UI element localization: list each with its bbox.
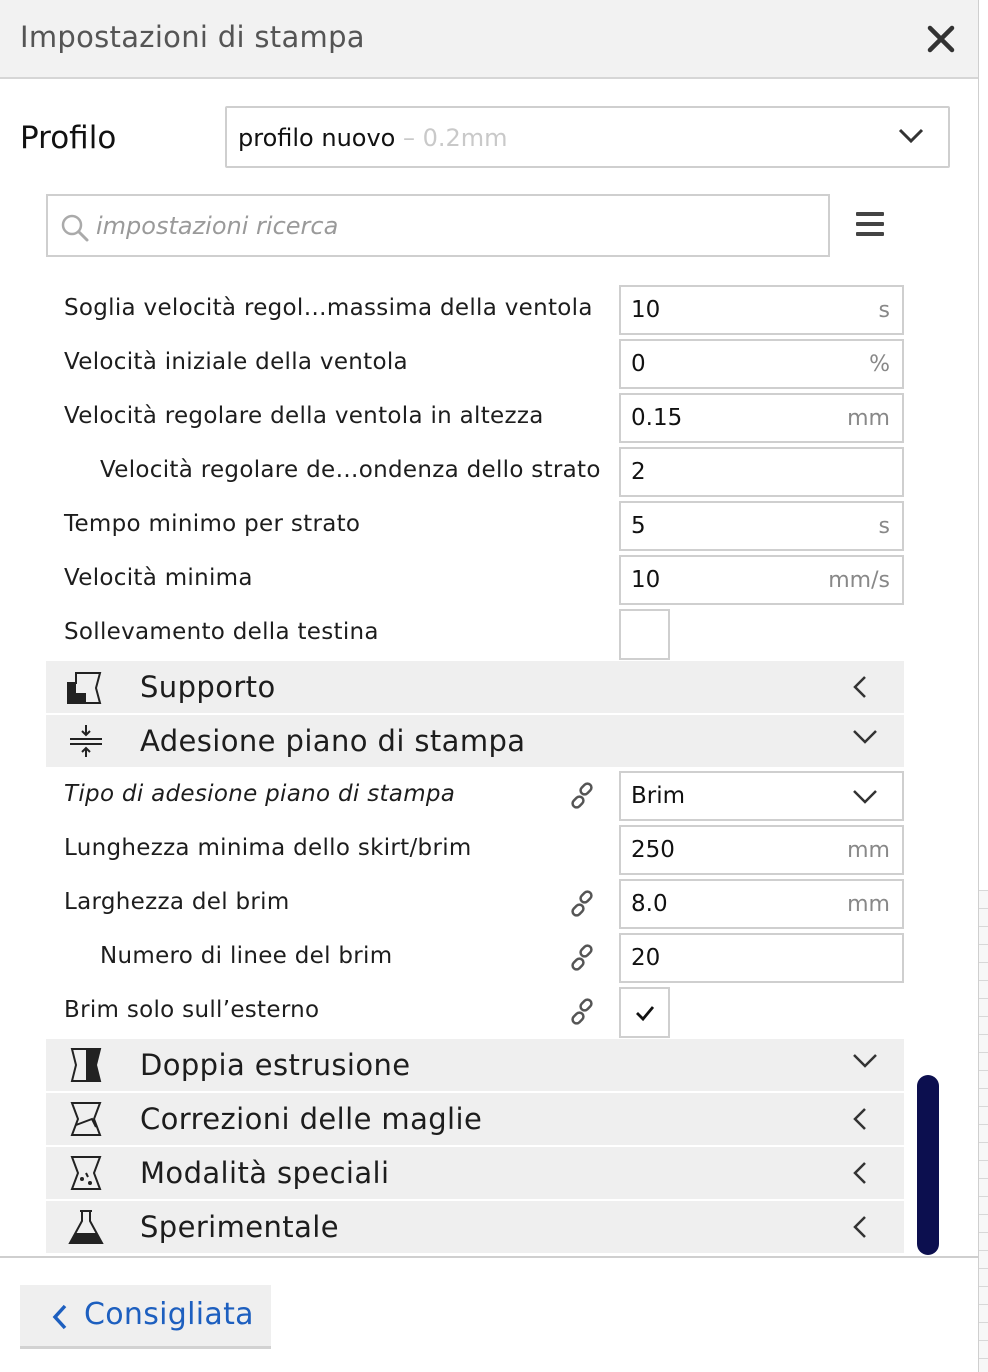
profile-label: Profilo [20,120,117,156]
category-label: Adesione piano di stampa [140,724,526,758]
setting-value: Brim [631,783,686,809]
chevron-left-icon [852,1161,868,1189]
title-bar [0,0,978,79]
setting-label: Velocità minima [64,565,253,591]
category-speciali[interactable] [46,1147,904,1199]
profile-select[interactable] [225,106,950,168]
setting-row [46,283,904,337]
setting-field[interactable] [619,879,904,929]
category-sperimentale[interactable] [46,1201,904,1253]
setting-row [46,553,904,607]
setting-unit: % [869,352,890,377]
support-icon [66,669,106,705]
dual-extrusion-icon [66,1047,106,1083]
checkmark-icon [634,1002,656,1028]
setting-unit: s [878,514,890,539]
setting-row [46,877,904,931]
setting-field[interactable] [619,393,904,443]
setting-field[interactable] [619,447,904,497]
setting-field[interactable] [619,285,904,335]
setting-row [46,985,904,1039]
category-label: Modalità speciali [140,1156,390,1190]
setting-label: Larghezza del brim [64,889,290,915]
setting-value: 10 [631,567,661,593]
setting-value: 250 [631,837,675,863]
settings-list [46,283,904,1255]
setting-row [46,823,904,877]
setting-label: Velocità regolare de…ondenza dello strato [100,457,601,483]
setting-value: 5 [631,513,646,539]
setting-unit: s [878,298,890,323]
setting-value: 10 [631,297,661,323]
setting-label: Soglia velocità regol…massima della ventola [64,295,593,321]
setting-label: Sollevamento della testina [64,619,379,645]
setting-value: 20 [631,945,661,971]
search-icon [60,213,90,247]
setting-value: 0.15 [631,405,683,431]
setting-unit: mm/s [828,568,890,593]
link-icon [568,890,596,922]
flask-icon [66,1209,106,1245]
recommended-button[interactable] [20,1285,271,1349]
panel-title: Impostazioni di stampa [20,20,365,54]
category-label: Correzioni delle maglie [140,1102,483,1136]
setting-row [46,391,904,445]
search-input[interactable] [46,194,830,257]
setting-field[interactable] [619,933,904,983]
chevron-left-icon [852,1215,868,1243]
adhesion-type-select[interactable] [619,771,904,821]
category-supporto[interactable] [46,661,904,713]
setting-value: 8.0 [631,891,668,917]
chevron-down-icon [852,729,878,749]
close-icon[interactable] [924,22,958,56]
setting-field[interactable] [619,339,904,389]
chevron-left-icon [52,1304,68,1334]
special-modes-icon [66,1155,106,1191]
chevron-down-icon [852,1053,878,1073]
build-plate-grid [979,890,988,1372]
setting-row [46,607,904,661]
chevron-left-icon [852,675,868,703]
setting-label: Tipo di adesione piano di stampa [64,781,456,807]
profile-name: profilo nuovo [238,124,396,152]
setting-row [46,769,904,823]
setting-field[interactable] [619,501,904,551]
setting-row [46,931,904,985]
link-icon [568,782,596,814]
setting-label: Velocità regolare della ventola in altezza [64,403,544,429]
category-label: Doppia estrusione [140,1048,411,1082]
chevron-down-icon [898,128,924,148]
link-icon [568,944,596,976]
link-icon [568,998,596,1030]
setting-row [46,499,904,553]
menu-icon[interactable] [856,212,886,238]
recommended-label: Consigliata [84,1297,254,1332]
setting-label: Numero di linee del brim [100,943,393,969]
setting-row [46,445,904,499]
category-correzioni[interactable] [46,1093,904,1145]
setting-label: Brim solo sull’esterno [64,997,320,1023]
category-doppia-estrusione[interactable] [46,1039,904,1091]
search-placeholder: impostazioni ricerca [96,212,339,240]
category-label: Sperimentale [140,1210,339,1244]
profile-quality: – 0.2mm [395,124,508,152]
chevron-down-icon [852,789,878,809]
mesh-fix-icon [66,1101,106,1137]
setting-value: 2 [631,459,646,485]
setting-label: Lunghezza minima dello skirt/brim [64,835,472,861]
lift-head-checkbox[interactable] [619,609,670,660]
setting-value: 0 [631,351,646,377]
adhesion-icon [66,723,106,759]
setting-field[interactable] [619,825,904,875]
setting-unit: mm [847,838,890,863]
scrollbar-handle[interactable] [917,1075,939,1255]
setting-label: Velocità iniziale della ventola [64,349,408,375]
setting-field[interactable] [619,555,904,605]
setting-unit: mm [847,892,890,917]
category-adesione[interactable] [46,715,904,767]
chevron-left-icon [852,1107,868,1135]
setting-row [46,337,904,391]
setting-label: Tempo minimo per strato [64,511,361,537]
divider [0,1256,978,1258]
category-label: Supporto [140,670,276,704]
setting-unit: mm [847,406,890,431]
brim-outside-checkbox[interactable] [619,987,670,1038]
